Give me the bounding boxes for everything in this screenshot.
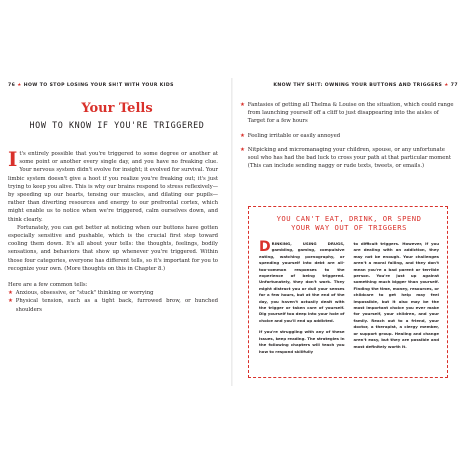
callout-title-line-1: YOU CAN'T EAT, DRINK, OR SPEND bbox=[276, 214, 422, 223]
callout-title bbox=[249, 214, 449, 232]
paragraph-1 bbox=[8, 147, 218, 224]
callout-paragraph-2: If you're struggling with any of these issues, keep reading. The strategies in the following chapters will teach you how to respond skillfully bbox=[259, 329, 345, 354]
callout-drop-cap: D bbox=[259, 239, 271, 255]
list-item bbox=[8, 297, 218, 313]
book-gutter bbox=[231, 78, 233, 386]
list-intro: Here are a few common tells: bbox=[8, 282, 88, 289]
section-subtitle: HOW TO KNOW IF YOU'RE TRIGGERED bbox=[29, 120, 205, 130]
star-icon: ★ bbox=[17, 83, 22, 88]
star-bullet-icon: ★ bbox=[8, 290, 13, 297]
callout-paragraph-1 bbox=[259, 241, 345, 324]
list-item-text: Fantasies of getting all Thelma & Louise on the situation, which could range from launching yourself off a cliff to just disappearing into the aisles of Target for a few hours bbox=[247, 102, 454, 125]
left-running-head bbox=[8, 83, 174, 88]
star-bullet-icon: ★ bbox=[240, 132, 245, 139]
star-icon: ★ bbox=[444, 83, 449, 88]
callout-column-2 bbox=[354, 241, 440, 360]
left-body bbox=[8, 147, 218, 314]
callout-lead-in: RINKING, USING DRUGS, bbox=[271, 241, 345, 246]
list-item bbox=[8, 289, 218, 297]
list-item-text: Physical tension, such as a tight back, furrowed brow, or hunched shoulders bbox=[15, 298, 218, 313]
right-running-head bbox=[273, 83, 458, 88]
star-bullet-icon: ★ bbox=[240, 146, 245, 153]
callout-paragraph-1-text: gambling, gaming, compulsive eating, watching pornography, or spending yourself into debt are all-too-common responses to the experience of being triggered. Unfortunately, they don't work. They might distract you or dull your senses for a few hours, but at the end of the day, you haven't actually dealt with the trigger or taken care of yourself. Dig yourself too deep into your hole of choice and you'll end up addicted. bbox=[259, 247, 345, 323]
list-item-text: Feeling irritable or easily annoyed bbox=[247, 132, 341, 139]
section-title: Your Tells bbox=[81, 101, 153, 116]
right-running-title: KNOW THY SH!T: OWNING YOUR BUTTONS AND TRIGGERS bbox=[273, 83, 443, 88]
list-item bbox=[240, 146, 454, 171]
list-item-text: Nitpicking and micromanaging your children, spouse, or any unfortunate soul who has had the bad luck to cross your path at that particular moment (This can include sending naggy or rude texts, tweets, or emails.) bbox=[247, 146, 451, 170]
star-bullet-icon: ★ bbox=[240, 102, 245, 108]
paragraph-2: Fortunately, you can get better at noticing when our buttons have gotten especially sensitive and pushable, which is the crucial first step toward cooling them down. It's all about your tells: the thoughts, feelings, bodily sensations, and behaviors that show up whenever you're triggered. Within those four categories, everyone has different tells, so it's important for you to recognize your own. (More thoughts on this in Chapter 8.) bbox=[8, 224, 218, 272]
star-bullet-icon: ★ bbox=[8, 298, 13, 305]
left-running-title: HOW TO STOP LOSING YOUR SH!T WITH YOUR KIDS bbox=[23, 83, 174, 88]
left-page bbox=[8, 78, 226, 386]
right-page bbox=[240, 78, 458, 386]
book-spread bbox=[0, 78, 464, 386]
list-item-text: Anxious, obsessive, or "stuck" thinking or worrying bbox=[15, 290, 154, 297]
list-item bbox=[240, 132, 454, 140]
paragraph-1-text: t's entirely possible that you're triggered to some degree or another at some point or another every single day, and you have no freaking clue. Your nervous system didn't evolve for insight; it evolved for survival. Your limbic system doesn't give a hoot if you realize you're freaking out; it's just trying to keep you alive. This is why our brains respond to stress reflexively—by speeding up our hearts, tensing our muscles, and dilating our pupils—rather than diverting resources and energy to our prefrontal cortex, which might enable us to notice when we're triggered, calm ourselves down, and think clearly. bbox=[8, 151, 218, 223]
right-folio: 77 bbox=[450, 83, 458, 88]
list-item bbox=[240, 101, 454, 126]
callout-title-line-2: YOUR WAY OUT OF TRIGGERS bbox=[291, 223, 407, 232]
callout-paragraph-3: to difficult triggers. However, if you are dealing with an addiction, they may not be enough. Your challenges aren't a moral failing, and they don't mean you're a bad parent or terrible person. You're just up against something much bigger than yourself. Finding the time, money, resources, or childcare to get help may feel impossible, but it also may be the most important choice you ever make for yourself, your children, and your family. Reach out to a friend, your doctor, a therapist, a clergy member, or support group. Healing and change aren't easy, but they are possible and most definitely worth it. bbox=[353, 241, 439, 349]
callout-column-1 bbox=[259, 241, 345, 360]
sidebar-callout-box bbox=[248, 206, 448, 378]
drop-cap: I bbox=[8, 147, 18, 171]
callout-body bbox=[259, 241, 439, 360]
left-folio: 76 bbox=[8, 83, 16, 88]
right-body bbox=[240, 101, 454, 176]
